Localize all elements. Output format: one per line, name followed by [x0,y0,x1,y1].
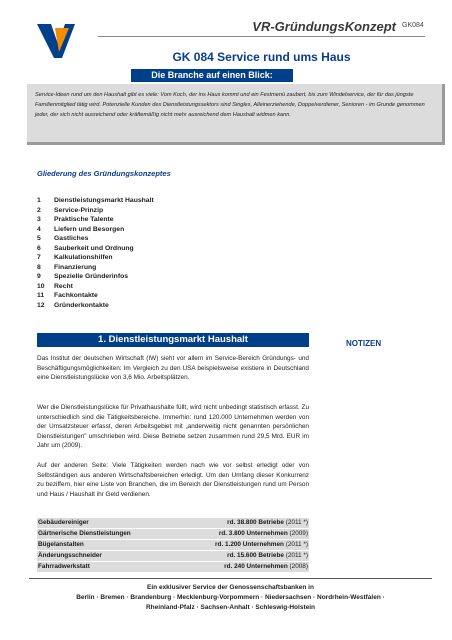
toc-item[interactable] [37,282,154,292]
footer-line: Berlin · Bremen · Brandenburg · Mecklenburg-Vorpommern · Niedersachsen · Nordrhein-Westfalen · [76,594,385,601]
footer-line: Ein exklusiver Service der Genossenschaftsbanken in [147,584,314,591]
toc-item-label: Finanzierung [54,263,97,271]
table-row [37,518,309,528]
industry-stats-table [37,518,309,573]
toc-item-number: 1 [37,197,41,204]
toc-item[interactable] [37,225,154,235]
header-divider [98,36,425,37]
toc-heading: Gliederung des Gründungskonzeptes [37,169,171,178]
footer [29,583,432,613]
stat-value: rd. 240 Unternehmen (2008) [224,563,308,570]
toc-item[interactable] [37,206,154,216]
branche-heading: Die Branche auf einen Blick: [131,69,293,82]
section-heading: 1. Dienstleistungsmarkt Haushalt [37,333,309,347]
stat-value: rd. 1.200 Unternehmen (2011 *) [215,541,308,548]
table-row [37,562,309,572]
footer-line: Rheinland-Pfalz · Sachsen-Anhalt · Schleswig-Holstein [145,604,316,611]
body-paragraph: Auf der anderen Seite: Viele Tätigkeiten werden nach wie vor selbst erledigt oder von Selbständigen aus anderen Wirtschaftsbereichen erledigt. Um den Umfang dieser Konkurrenz zu beziffern, hier eine Liste von Branchen, die im Bereich der Dienstleistungen rund um Person und Haus / Haushalt ihr Geld verdienen. [37,462,309,498]
toc-item-number: 9 [37,273,41,280]
toc-item-number: 2 [37,206,41,214]
branche-summary-box [27,84,445,145]
page-title: GK 084 Service rund ums Haus [172,50,351,64]
toc-item[interactable] [37,244,154,254]
stat-name: Bügelanstalten [38,541,84,548]
toc-item[interactable] [37,291,154,301]
table-of-contents [37,196,154,310]
volksbank-logo-icon [35,20,77,62]
toc-item-label: Gastliches [54,235,89,242]
toc-item-label: Sauberkeit und Ordnung [54,244,134,252]
footer-divider [29,578,432,579]
toc-item-number: 5 [37,235,41,242]
toc-item-label: Dienstleistungsmarkt Haushalt [54,197,154,204]
stat-name: Gärtnerische Dienstleistungen [38,530,131,537]
branche-summary-text: Service-Ideen rund um den Haushalt gibt es viele: Vom Koch, der ins Haus kommt und ein Festmenü zaubert, bis zum Windelservice, der für das jüngste Familienmitglied tätig wird. Potenzielle Kunden des Dienstleistungssektors sind Singles, Alleinerziehende, Doppelverdiener, Senioren - im Grunde genommen jeder, der sich nicht ausreichend oder kräftemäßig nicht mehr ausreichend dem Haushalt widmen kann. [35,92,425,118]
toc-item-number: 8 [37,263,41,271]
toc-item-label: Service-Prinzip [54,206,104,214]
toc-item-label: Praktische Talente [54,216,114,223]
toc-item[interactable] [37,196,154,206]
toc-item[interactable] [37,301,154,311]
toc-item-number: 10 [37,282,45,290]
toc-item-label: Fachkontakte [54,292,98,299]
toc-item-label: Recht [54,282,73,290]
toc-item[interactable] [37,263,154,273]
table-row [37,529,309,539]
toc-item-label: Kalkulationshilfen [54,254,113,261]
stat-name: Gebäudereiniger [38,519,89,526]
stat-value: rd. 38.800 Betriebe (2011 *) [227,519,308,526]
table-row [37,551,309,561]
stat-name: Änderungsschneider [38,552,102,559]
toc-item-number: 3 [37,216,41,223]
toc-item-number: 11 [37,292,45,299]
toc-item-number: 12 [37,301,45,309]
stat-name: Fahrradwerkstatt [38,563,90,570]
body-paragraph: Das Institut der deutschen Wirtschaft (IW) sieht vor allem im Service-Bereich Gründungs- und Beschäftigungsmöglichkeiten: Im Vergleich zu den USA beispielsweise existiere in Deutschland eine Dienstleistungslücke von 3,6 Mio. Arbeitsplätzen. [37,355,309,382]
brand-title: VR-GründungsKonzept [252,19,396,34]
body-paragraph: Wer die Dienstleistungslücke für Privathaushalte füllt, wird nicht unbedingt statistisch erfasst. Zu unterschiedlich sind die Tätigkeitsbereiche. Immerhin: rund 120.000 Unternehmen werden von der Umsatzsteuer erfasst, deren Arbeitsgebiet mit „anderweitig nicht genannten persönlichen Dienstleistungen" umschrieben wird. Diese Betriebe setzen zusammen rund 29,5 Mrd. EUR im Jahr um (2009). [37,404,309,450]
toc-item-label: Liefern und Besorgen [54,225,125,233]
stat-value: rd. 3.800 Unternehmen (2009) [218,530,308,537]
toc-item-label: Gründerkontakte [54,301,109,309]
document-code: GK084 [402,22,424,29]
toc-item-label: Spezielle Gründerinfos [54,273,129,280]
toc-item[interactable] [37,215,154,225]
stat-value: rd. 15.600 Betriebe (2011 *) [227,552,308,559]
toc-item[interactable] [37,253,154,263]
toc-item-number: 6 [37,244,41,252]
toc-item-number: 4 [37,225,41,233]
table-row [37,540,309,550]
toc-item-number: 7 [37,254,41,261]
notes-label: NOTIZEN [346,339,382,348]
toc-item[interactable] [37,272,154,282]
toc-item[interactable] [37,234,154,244]
